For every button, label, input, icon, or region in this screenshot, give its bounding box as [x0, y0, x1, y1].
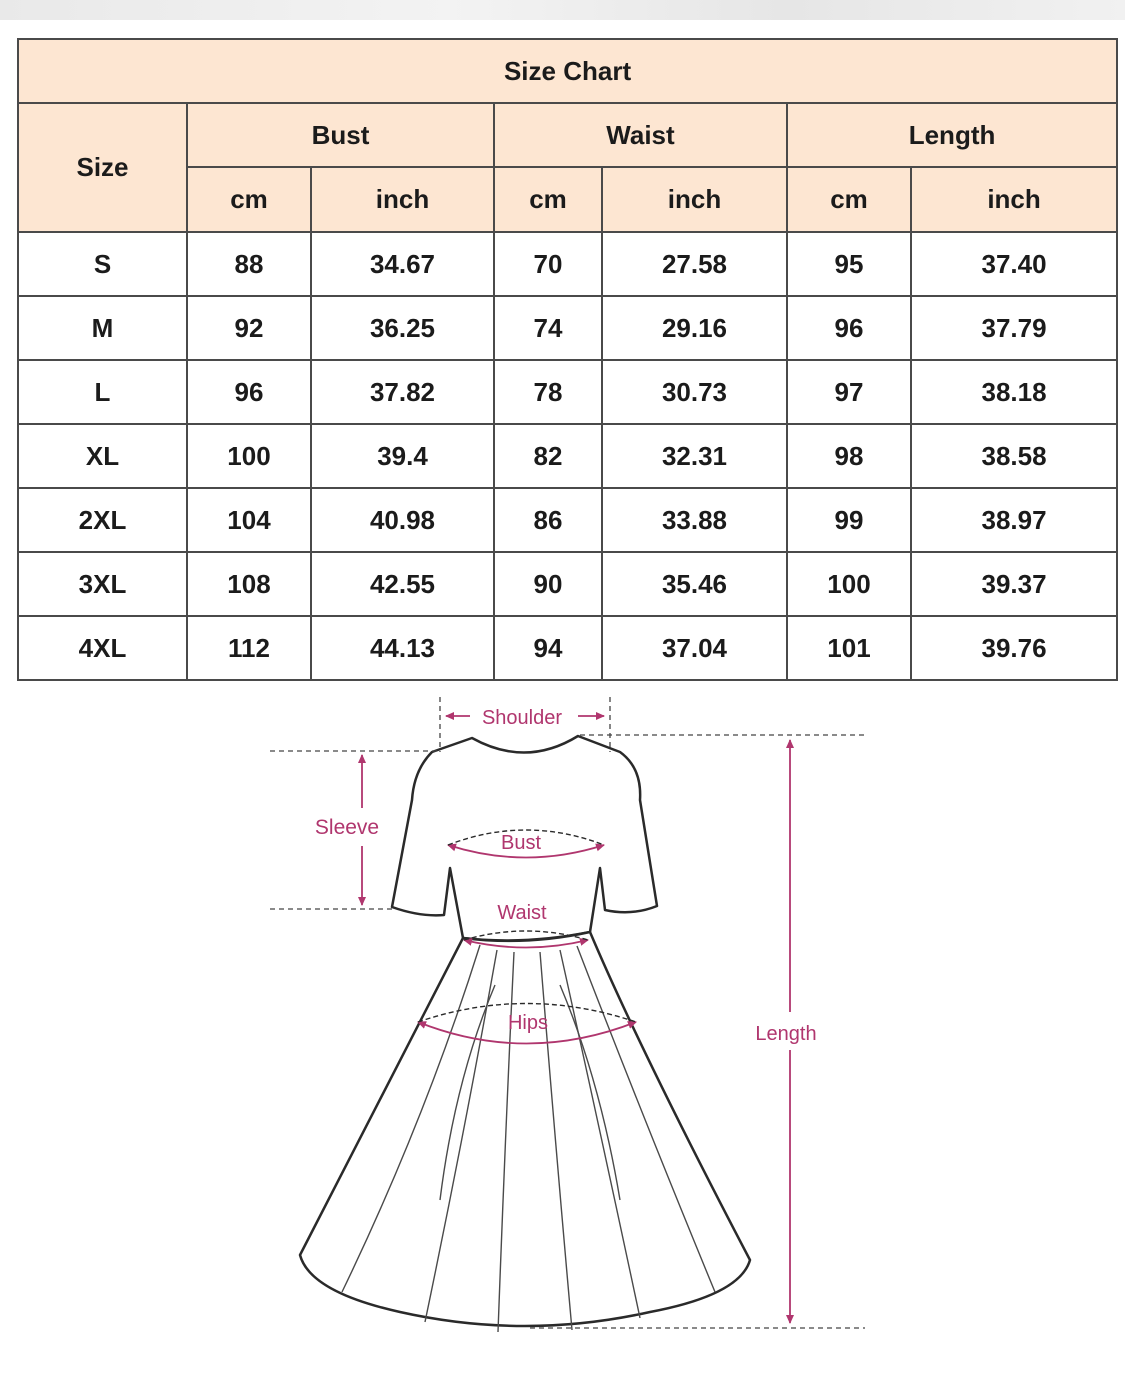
table-row	[18, 360, 1117, 424]
table-cell: 74	[494, 296, 602, 360]
table-cell: 100	[187, 424, 311, 488]
waist-header: Waist	[494, 103, 787, 167]
table-cell: 37.79	[911, 296, 1117, 360]
sleeve-label: Sleeve	[314, 816, 380, 839]
length-label: Length	[755, 1023, 817, 1045]
table-row	[18, 296, 1117, 360]
table-cell: 37.82	[311, 360, 494, 424]
table-cell: 34.67	[311, 232, 494, 296]
table-row	[18, 616, 1117, 680]
table-cell: 42.55	[311, 552, 494, 616]
table-cell: 104	[187, 488, 311, 552]
shoulder-label: Shoulder	[481, 707, 563, 729]
size-cell: 3XL	[18, 552, 187, 616]
size-cell: 4XL	[18, 616, 187, 680]
table-cell: 82	[494, 424, 602, 488]
table-cell: 97	[787, 360, 911, 424]
top-image-strip	[0, 0, 1125, 20]
table-cell: 78	[494, 360, 602, 424]
size-column-header: Size	[18, 103, 187, 232]
table-cell: 37.40	[911, 232, 1117, 296]
table-cell: 39.4	[311, 424, 494, 488]
size-cell: XL	[18, 424, 187, 488]
table-cell: 32.31	[602, 424, 787, 488]
table-cell: 99	[787, 488, 911, 552]
unit-header: inch	[602, 167, 787, 232]
table-cell: 88	[187, 232, 311, 296]
table-cell: 33.88	[602, 488, 787, 552]
size-cell: L	[18, 360, 187, 424]
table-cell: 94	[494, 616, 602, 680]
table-cell: 112	[187, 616, 311, 680]
unit-header: inch	[311, 167, 494, 232]
table-cell: 90	[494, 552, 602, 616]
table-row	[18, 424, 1117, 488]
length-header: Length	[787, 103, 1117, 167]
table-cell: 39.76	[911, 616, 1117, 680]
table-cell: 100	[787, 552, 911, 616]
table-row	[18, 552, 1117, 616]
table-cell: 92	[187, 296, 311, 360]
table-cell: 37.04	[602, 616, 787, 680]
table-row	[18, 488, 1117, 552]
hips-label: Hips	[507, 1012, 549, 1034]
table-cell: 38.97	[911, 488, 1117, 552]
table-cell: 27.58	[602, 232, 787, 296]
table-cell: 101	[787, 616, 911, 680]
table-cell: 40.98	[311, 488, 494, 552]
size-cell: S	[18, 232, 187, 296]
unit-header: cm	[787, 167, 911, 232]
unit-header: cm	[187, 167, 311, 232]
dress-measurement-diagram	[0, 680, 1125, 1380]
size-cell: 2XL	[18, 488, 187, 552]
table-cell: 38.18	[911, 360, 1117, 424]
table-row	[18, 232, 1117, 296]
bust-label: Bust	[500, 832, 542, 854]
unit-header: cm	[494, 167, 602, 232]
size-cell: M	[18, 296, 187, 360]
table-cell: 29.16	[602, 296, 787, 360]
table-title: Size Chart	[18, 39, 1117, 103]
table-cell: 44.13	[311, 616, 494, 680]
table-cell: 96	[187, 360, 311, 424]
table-cell: 86	[494, 488, 602, 552]
table-cell: 35.46	[602, 552, 787, 616]
size-chart-table	[17, 38, 1118, 681]
table-cell: 36.25	[311, 296, 494, 360]
table-cell: 98	[787, 424, 911, 488]
waist-label: Waist	[497, 902, 547, 924]
table-cell: 70	[494, 232, 602, 296]
table-cell: 96	[787, 296, 911, 360]
unit-header: inch	[911, 167, 1117, 232]
table-cell: 39.37	[911, 552, 1117, 616]
bust-header: Bust	[187, 103, 494, 167]
table-cell: 95	[787, 232, 911, 296]
table-cell: 30.73	[602, 360, 787, 424]
table-cell: 108	[187, 552, 311, 616]
table-cell: 38.58	[911, 424, 1117, 488]
